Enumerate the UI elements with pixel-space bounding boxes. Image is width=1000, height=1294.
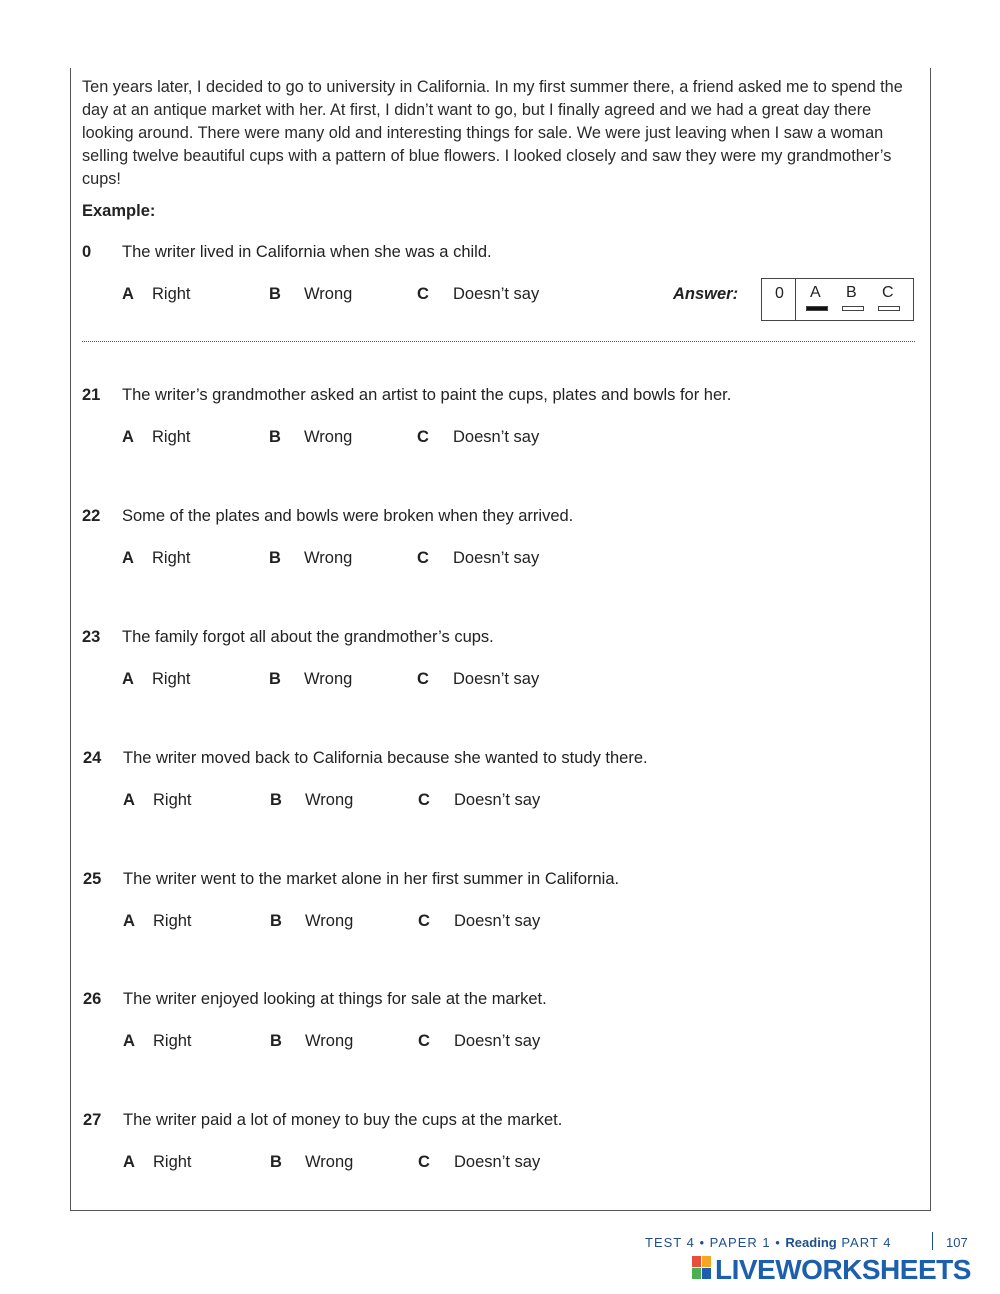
footer-divider bbox=[932, 1232, 933, 1250]
option-a-letter: A bbox=[123, 912, 135, 930]
option-c-text: Doesn’t say bbox=[453, 285, 540, 303]
question-text: The writer paid a lot of money to buy the cups at the market. bbox=[123, 1111, 563, 1129]
option-a-text: Right bbox=[152, 549, 191, 567]
option-c-letter: C bbox=[418, 791, 430, 809]
option-b-text: Wrong bbox=[304, 670, 353, 688]
option-b-text: Wrong bbox=[305, 1153, 354, 1171]
page-number: 107 bbox=[946, 1235, 968, 1250]
question-number: 0 bbox=[82, 243, 92, 261]
question-text: The writer’s grandmother asked an artist to paint the cups, plates and bowls for her. bbox=[122, 386, 732, 404]
answer-letter-c: C bbox=[882, 284, 894, 301]
question-number: 22 bbox=[82, 507, 101, 525]
question-number: 27 bbox=[83, 1111, 102, 1129]
option-b-text: Wrong bbox=[304, 428, 353, 446]
footer-test: TEST 4 bbox=[645, 1235, 695, 1250]
option-b-letter: B bbox=[269, 549, 281, 567]
answer-mark-b bbox=[842, 306, 864, 311]
question-text: The writer enjoyed looking at things for sale at the market. bbox=[123, 990, 547, 1008]
liveworksheets-logo-icon bbox=[692, 1256, 712, 1280]
option-a-letter: A bbox=[122, 549, 134, 567]
option-b-letter: B bbox=[269, 670, 281, 688]
option-c-letter: C bbox=[417, 428, 429, 446]
option-c-text: Doesn’t say bbox=[453, 549, 540, 567]
answer-divider bbox=[795, 279, 796, 320]
option-b-text: Wrong bbox=[305, 1032, 354, 1050]
option-c-letter: C bbox=[418, 912, 430, 930]
option-a-text: Right bbox=[153, 791, 192, 809]
answer-mark-c bbox=[878, 306, 900, 311]
footer-paper: PAPER 1 bbox=[709, 1235, 771, 1250]
option-c-text: Doesn’t say bbox=[454, 1153, 541, 1171]
option-b-text: Wrong bbox=[305, 791, 354, 809]
option-b-letter: B bbox=[269, 285, 281, 303]
option-c-text: Doesn’t say bbox=[454, 912, 541, 930]
question-text: The writer went to the market alone in her first summer in California. bbox=[123, 870, 620, 888]
option-a-text: Right bbox=[152, 428, 191, 446]
answer-letter-a: A bbox=[810, 284, 821, 301]
question-number: 23 bbox=[82, 628, 101, 646]
answer-box bbox=[761, 278, 914, 321]
option-b-text: Wrong bbox=[305, 912, 354, 930]
answer-mark-a bbox=[806, 306, 828, 311]
footer-bullet: • bbox=[699, 1235, 706, 1250]
option-a-text: Right bbox=[153, 1153, 192, 1171]
option-b-text: Wrong bbox=[304, 285, 353, 303]
footer-part: PART 4 bbox=[841, 1235, 892, 1250]
option-c-text: Doesn’t say bbox=[454, 1032, 541, 1050]
answer-number: 0 bbox=[775, 285, 784, 302]
option-c-letter: C bbox=[418, 1153, 430, 1171]
answer-label: Answer: bbox=[673, 285, 739, 303]
option-b-letter: B bbox=[270, 912, 282, 930]
question-text: Some of the plates and bowls were broken when they arrived. bbox=[122, 507, 574, 525]
reading-passage: Ten years later, I decided to go to university in California. In my first summer there, a friend asked me to spend the day at an antique market with her. At first, I didn’t want to go, but I finally agreed and we had a great day there looking around. There were many old and interesting things for sale. We were just leaving when I saw a woman selling twelve beautiful cups with a pattern of blue flowers. I looked closely and saw they were my grandmother’s cups! bbox=[82, 78, 903, 188]
option-a-letter: A bbox=[123, 1032, 135, 1050]
option-c-text: Doesn’t say bbox=[453, 428, 540, 446]
question-text: The writer lived in California when she was a child. bbox=[122, 243, 492, 261]
liveworksheets-brand: LIVEWORKSHEETS bbox=[715, 1254, 971, 1285]
page-footer bbox=[645, 1235, 891, 1250]
option-a-text: Right bbox=[153, 1032, 192, 1050]
option-a-letter: A bbox=[122, 285, 134, 303]
question-number: 21 bbox=[82, 386, 101, 404]
footer-bullet: • bbox=[775, 1235, 781, 1250]
option-b-letter: B bbox=[270, 1153, 282, 1171]
option-c-letter: C bbox=[417, 549, 429, 567]
option-a-letter: A bbox=[123, 791, 135, 809]
example-label: Example: bbox=[82, 202, 156, 220]
option-c-text: Doesn’t say bbox=[454, 791, 541, 809]
answer-letter-b: B bbox=[846, 284, 857, 301]
option-a-text: Right bbox=[153, 912, 192, 930]
option-c-letter: C bbox=[417, 285, 429, 303]
footer-reading: Reading bbox=[785, 1235, 837, 1250]
question-text: The family forgot all about the grandmother’s cups. bbox=[122, 628, 494, 646]
question-number: 24 bbox=[83, 749, 102, 767]
option-c-letter: C bbox=[418, 1032, 430, 1050]
option-b-letter: B bbox=[270, 791, 282, 809]
option-b-text: Wrong bbox=[304, 549, 353, 567]
option-c-letter: C bbox=[417, 670, 429, 688]
option-a-text: Right bbox=[152, 285, 191, 303]
question-text: The writer moved back to California because she wanted to study there. bbox=[123, 749, 648, 767]
option-c-text: Doesn’t say bbox=[453, 670, 540, 688]
question-number: 25 bbox=[83, 870, 102, 888]
option-a-letter: A bbox=[122, 670, 134, 688]
option-a-letter: A bbox=[123, 1153, 135, 1171]
option-a-text: Right bbox=[152, 670, 191, 688]
option-b-letter: B bbox=[270, 1032, 282, 1050]
question-number: 26 bbox=[83, 990, 102, 1008]
option-b-letter: B bbox=[269, 428, 281, 446]
option-a-letter: A bbox=[122, 428, 134, 446]
separator-line bbox=[82, 341, 915, 342]
